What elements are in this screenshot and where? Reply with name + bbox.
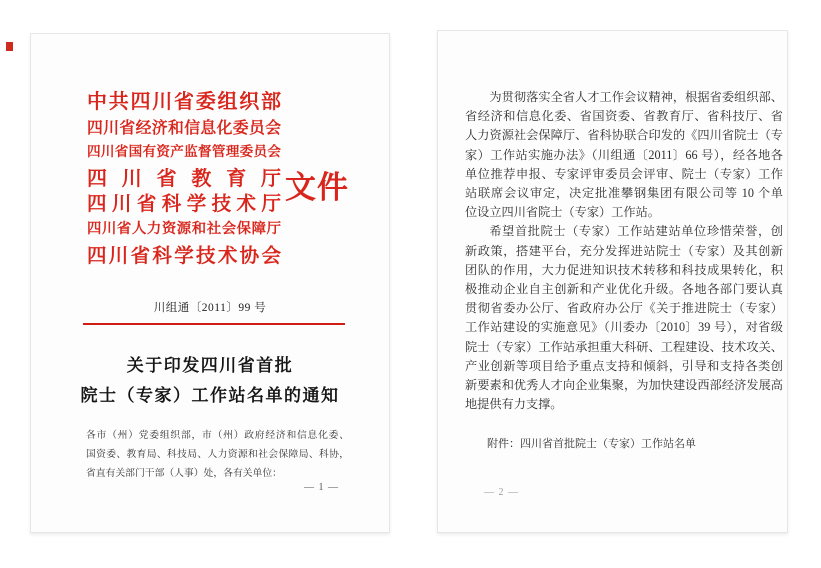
red-edge-mark: [6, 42, 13, 51]
addressee-line: 国资委、教育局、科技局、人力资源和社会保障局、科协，: [86, 449, 349, 460]
page-number-1: — 1 —: [304, 482, 339, 493]
letterhead-line: 四川省教育厅: [87, 165, 281, 190]
wenjian-document-mark: 文件: [285, 170, 349, 206]
body-line: 新要素和优秀人才向企业集聚，为加快建设西部经济发展高: [465, 378, 783, 393]
body-line: 站联席会议审定，决定批准攀钢集团有限公司等 10 个单: [465, 186, 783, 201]
addressee-line: 各市（州）党委组织部，市（州）政府经济和信息化委、: [86, 430, 349, 441]
document-page-2: [437, 30, 788, 533]
body-line: 工作站建设的实施意见》（川委办〔2010〕39 号），对省级: [465, 320, 783, 335]
document-page-1: [30, 33, 390, 533]
body-line: 省经济和信息化委、省国资委、省教育厅、省科技厅、省: [465, 109, 783, 124]
body-line: 人力资源社会保障厅、省科协联合印发的《四川省院士（专: [465, 128, 783, 143]
notice-title-line-1: 关于印发四川省首批: [126, 356, 294, 375]
letterhead-line: 四川省经济和信息化委员会: [87, 117, 281, 137]
body-line: 新政策，搭建平台，充分发挥进站院士（专家）及其创新: [465, 243, 783, 258]
body-line: 希望首批院士（专家）工作站建站单位珍惜荣誉，创: [489, 224, 783, 239]
body-line: 单位推荐申报、专家评审委员会评审、院士（专家）工作: [465, 166, 783, 181]
body-line: 地提供有力支撑。: [465, 397, 563, 412]
body-paragraph-2: [465, 222, 783, 414]
letterhead-line: 四川省人力资源和社会保障厅: [87, 220, 281, 237]
letterhead-line: 四川省国有资产监督管理委员会: [87, 144, 281, 161]
notice-title-line-2: 院士（专家）工作站名单的通知: [80, 386, 340, 405]
addressee-paragraph: [86, 426, 349, 483]
red-divider-line: [83, 323, 345, 325]
body-line: 为贯彻落实全省人才工作会议精神，根据省委组织部、: [489, 90, 783, 104]
document-reference-number: 川组通〔2011〕99 号: [153, 302, 267, 314]
body-line: 极推动企业自主创新和产业优化升级。各地各部门要认真: [465, 282, 783, 297]
letterhead-line: 四川省科学技术协会: [87, 243, 281, 267]
letterhead-line: 四川省科学技术厅: [87, 192, 281, 216]
attachment-reference: 附件：四川省首批院士（专家）工作站名单: [487, 438, 696, 451]
body-paragraph-1: [465, 88, 783, 222]
notice-body: [465, 88, 783, 455]
body-line: 贯彻省委办公厅、省政府办公厅《关于推进院士（专家）: [465, 301, 783, 316]
body-line: 家）工作站实施办法》（川组通〔2011〕66 号），经各地各: [465, 147, 783, 162]
body-line: 产业创新等项目给予重点支持和倾斜，引导和支持各类创: [465, 358, 783, 373]
addressee-line: 省直有关部门干部（人事）处，各有关单位：: [86, 468, 282, 479]
page-number-2: — 2 —: [484, 487, 519, 498]
letterhead-line: 中共四川省委组织部: [87, 89, 281, 113]
body-line: 团队的作用，大力促进知识技术转移和科技成果转化，积: [465, 262, 783, 277]
letterhead-agency-list: [87, 89, 281, 268]
notice-title: [31, 351, 389, 411]
body-line: 院士（专家）工作站承担重大科研、工程建设、技术攻关、: [465, 339, 783, 354]
body-line: 位设立四川省院士（专家）工作站。: [465, 205, 660, 220]
